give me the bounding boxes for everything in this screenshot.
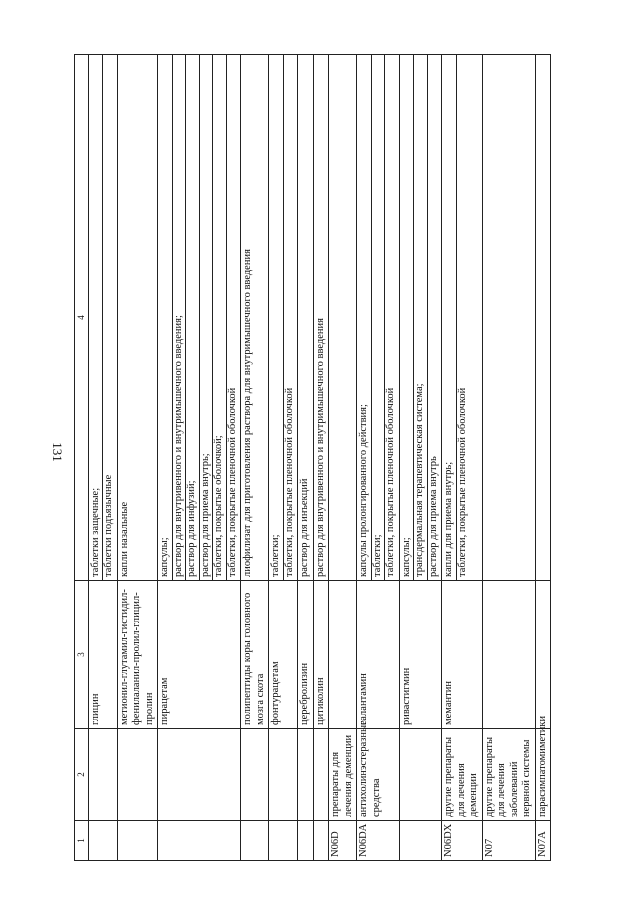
atc-code-cell: [241, 821, 269, 861]
dosage-form-item: таблетки, покрытые пленочной оболочкой: [456, 55, 470, 580]
dosage-forms-cell: [298, 55, 314, 581]
dosage-form-item: таблетки, покрытые пленочной оболочкой: [384, 55, 398, 580]
table-row: [269, 55, 298, 861]
column-header: 3: [75, 581, 89, 729]
dosage-form-item: раствор для инфузий;: [185, 55, 199, 580]
dosage-forms-cell: [329, 55, 357, 581]
table-row: [88, 55, 117, 861]
atc-code-cell: N07A: [535, 821, 551, 861]
group-name-cell: [399, 729, 442, 821]
drug-name-cell: [329, 581, 357, 729]
atc-code-cell: N06DA: [357, 821, 400, 861]
group-name-cell: [269, 729, 298, 821]
dosage-form-item: таблетки подъязычные: [102, 55, 116, 580]
table-row: [399, 55, 442, 861]
dosage-form-item: таблетки, покрытые пленочной оболочкой: [283, 55, 297, 580]
table-row: [298, 55, 314, 861]
group-name-cell: другие препараты для лечения заболеваний нервной системы: [482, 729, 535, 821]
table-body: [88, 55, 551, 861]
table-row: [117, 55, 158, 861]
table-row: [482, 55, 535, 861]
group-name-cell: антихолинэстеразные средства: [357, 729, 400, 821]
dosage-forms-cell: [241, 55, 269, 581]
atc-code-cell: [269, 821, 298, 861]
page-number: 131: [50, 442, 65, 462]
dosage-form-item: раствор для инъекций: [299, 478, 310, 577]
drug-table: [74, 54, 551, 861]
table-row: [158, 55, 241, 861]
table-row: [241, 55, 269, 861]
group-name-cell: [88, 729, 117, 821]
dosage-form-item: капли назальные: [118, 501, 130, 577]
column-header: 4: [75, 55, 89, 581]
table-row: [442, 55, 483, 861]
dosage-forms-cell: [313, 55, 329, 581]
group-name-cell: [117, 729, 158, 821]
group-name-cell: [298, 729, 314, 821]
dosage-form-item: трансдермальная терапевтическая система;: [413, 55, 427, 580]
atc-code-cell: [158, 821, 241, 861]
dosage-form-item: раствор для внутривенного и внутримышечного введения: [314, 318, 326, 577]
dosage-forms-cell: [88, 55, 117, 581]
atc-code-cell: N06D: [329, 821, 357, 861]
drug-name-cell: галантамин: [357, 581, 400, 729]
dosage-form-item: таблетки, покрытые пленочной оболочкой: [226, 55, 240, 580]
dosage-form-item: таблетки, покрытые оболочкой;: [212, 55, 226, 580]
drug-name-cell: мемантин: [442, 581, 483, 729]
dosage-form-item: раствор для приема внутрь: [427, 55, 441, 580]
group-name-cell: другие препараты для лечения деменции: [442, 729, 483, 821]
dosage-forms-cell: [442, 55, 483, 581]
column-header: 2: [75, 729, 89, 821]
dosage-forms-cell: [482, 55, 535, 581]
drug-name-cell: пирацетам: [158, 581, 241, 729]
drug-name-cell: ривастигмин: [399, 581, 442, 729]
dosage-form-item: таблетки;: [371, 55, 385, 580]
table-row: [535, 55, 551, 861]
dosage-forms-cell: [269, 55, 298, 581]
dosage-form-item: капсулы;: [400, 537, 412, 577]
dosage-forms-cell: [117, 55, 158, 581]
atc-code-cell: N07: [482, 821, 535, 861]
table-header-row: [75, 55, 89, 861]
atc-code-cell: [399, 821, 442, 861]
atc-code-cell: [298, 821, 314, 861]
dosage-form-item: лиофилизат для приготовления раствора для внутримышечного введения: [242, 249, 253, 577]
table-row: [329, 55, 357, 861]
drug-name-cell: глицин: [88, 581, 117, 729]
column-header: 1: [75, 821, 89, 861]
drug-name-cell: [482, 581, 535, 729]
group-name-cell: препараты для лечения деменции: [329, 729, 357, 821]
drug-name-cell: полипептиды коры головного мозга скота: [241, 581, 269, 729]
atc-code-cell: [313, 821, 329, 861]
dosage-forms-cell: [399, 55, 442, 581]
rotated-table-container: [74, 55, 611, 861]
atc-code-cell: [117, 821, 158, 861]
group-name-cell: парасимпатомиметики: [535, 729, 551, 821]
dosage-form-item: раствор для приема внутрь;: [199, 55, 213, 580]
table-row: [313, 55, 329, 861]
drug-name-cell: фонтурацетам: [269, 581, 298, 729]
table-row: [357, 55, 400, 861]
group-name-cell: [158, 729, 241, 821]
group-name-cell: [241, 729, 269, 821]
dosage-form-item: раствор для внутривенного и внутримышечного введения;: [172, 55, 186, 580]
dosage-forms-cell: [158, 55, 241, 581]
dosage-form-item: таблетки защечные;: [89, 487, 101, 577]
dosage-forms-cell: [535, 55, 551, 581]
atc-code-cell: N06DX: [442, 821, 483, 861]
dosage-form-item: капсулы;: [159, 537, 170, 577]
drug-name-cell: метионил-глутамил-гистидил-фенилаланил-пролил-глицил-пролин: [117, 581, 158, 729]
drug-name-cell: [535, 581, 551, 729]
dosage-forms-cell: [357, 55, 400, 581]
dosage-form-item: капсулы пролонгированного действия;: [358, 404, 369, 577]
drug-name-cell: церебролизин: [298, 581, 314, 729]
atc-code-cell: [88, 821, 117, 861]
dosage-form-item: таблетки;: [270, 534, 281, 577]
dosage-form-item: капли для приема внутрь;: [443, 461, 454, 577]
group-name-cell: [313, 729, 329, 821]
drug-name-cell: цитиколин: [313, 581, 329, 729]
